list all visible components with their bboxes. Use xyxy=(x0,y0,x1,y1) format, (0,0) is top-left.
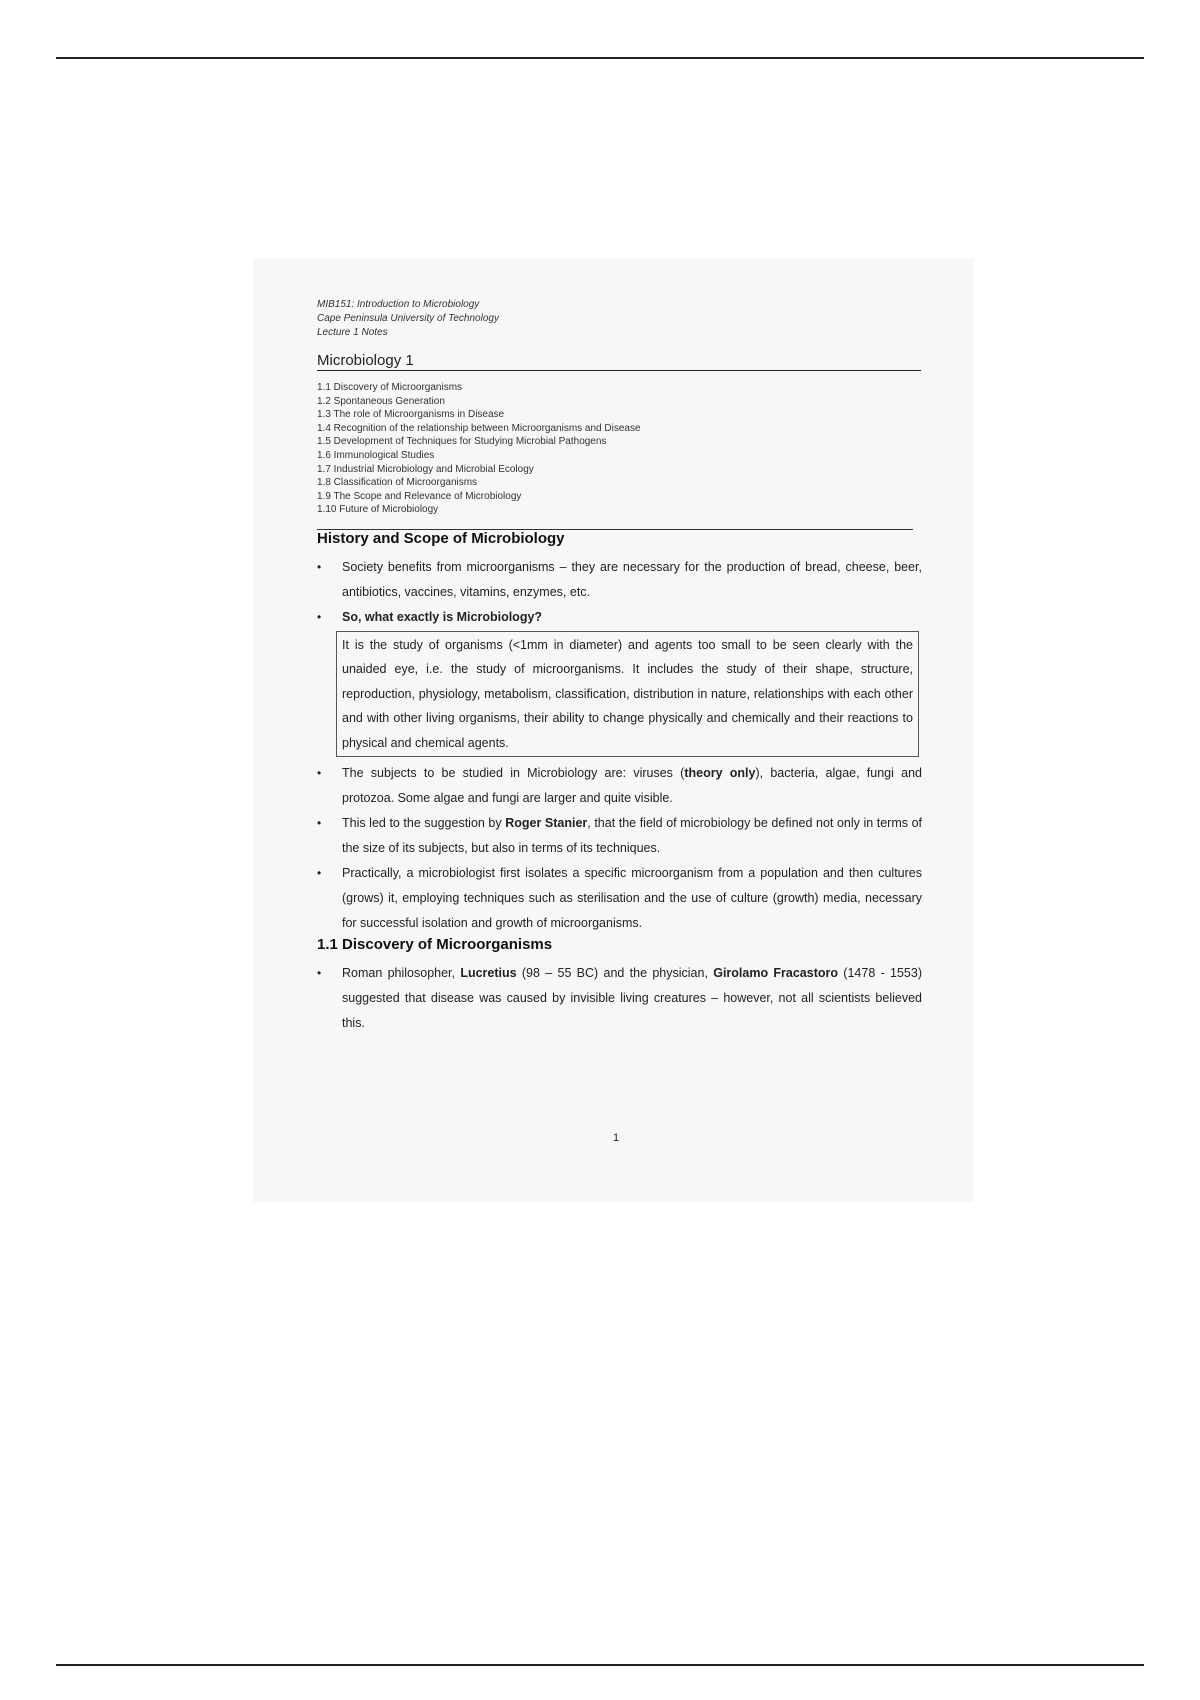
section-heading-history: History and Scope of Microbiology xyxy=(317,529,565,547)
toc-item: 1.10 Future of Microbiology xyxy=(317,504,439,516)
bold-text-run: Girolamo Fracastoro xyxy=(713,966,838,981)
bullet-glyph: • xyxy=(317,866,322,881)
text-run: , that the field of microbiology be defined not only in terms of the size of its subjects, but also in terms of its techniques. xyxy=(342,816,922,856)
bold-text-run: theory only xyxy=(684,766,756,781)
text-run: (1478 - 1553) suggested that disease was caused by invisible living creatures – however, not all scientists believed this. xyxy=(342,966,922,1031)
bullet-text: Practically, a microbiologist first isolates a specific microorganism from a population and then cultures (grows) it, employing techniques such as sterilisation and the use of culture (growth) media, necessary for successful isolation and growth of microorganisms. xyxy=(342,866,922,931)
toc-item: 1.3 The role of Microorganisms in Disease xyxy=(317,409,505,421)
bold-text-run: Lucretius xyxy=(460,966,517,981)
toc-item: 1.7 Industrial Microbiology and Microbial Ecology xyxy=(317,463,534,475)
bullet-glyph: • xyxy=(317,559,322,574)
text-run: (98 – 55 BC) and the physician, xyxy=(516,966,714,981)
page-number-area xyxy=(253,0,979,1200)
institution-line: Cape Peninsula University of Technology xyxy=(317,313,499,324)
text-run: Roman philosopher, xyxy=(342,966,461,981)
page-number: 1 xyxy=(612,1132,620,1144)
toc-item: 1.6 Immunological Studies xyxy=(317,449,435,461)
toc-item: 1.4 Recognition of the relationship between Microorganisms and Disease xyxy=(317,422,641,434)
course-line: MIB151: Introduction to Microbiology xyxy=(317,299,480,310)
bullet-glyph: • xyxy=(317,609,322,624)
section-heading-discovery: 1.1 Discovery of Microorganisms xyxy=(317,936,553,954)
document-title: Microbiology 1 xyxy=(317,352,921,371)
text-run: This led to the suggestion by xyxy=(342,816,506,831)
bullet-glyph: • xyxy=(317,816,322,831)
bullet-text: So, what exactly is Microbiology? xyxy=(342,609,543,624)
notes-line: Lecture 1 Notes xyxy=(317,327,388,338)
text-run: ), bacteria, algae, fungi and protozoa. Some algae and fungi are larger and quite visible. xyxy=(342,766,922,806)
bullet-text: Society benefits from microorganisms – they are necessary for the production of bread, cheese, beer, antibiotics, vaccines, vitamins, enzymes, etc. xyxy=(342,559,922,599)
bullet-glyph: • xyxy=(317,966,322,981)
toc-item: 1.1 Discovery of Microorganisms xyxy=(317,382,463,393)
toc-item: 1.9 The Scope and Relevance of Microbiology xyxy=(317,490,522,502)
text-run: The subjects to be studied in Microbiology are: viruses ( xyxy=(342,766,685,781)
toc-item: 1.5 Development of Techniques for Studying Microbial Pathogens xyxy=(317,436,607,448)
toc-item: 1.8 Classification of Microorganisms xyxy=(317,477,478,489)
bold-text-run: Roger Stanier xyxy=(505,816,588,831)
bottom-rule xyxy=(56,1664,1144,1666)
toc-item: 1.2 Spontaneous Generation xyxy=(317,395,445,407)
bullet-glyph: • xyxy=(317,766,322,781)
definition-box: It is the study of organisms (<1mm in diameter) and agents too small to be seen clearly with the unaided eye, i.e. the study of microorganisms. It includes the study of their shape, structure, reproduction, physiology, metabolism, classification, distribution in nature, relationships with each other and with other living organisms, their ability to change physically and chemically and their reactions to physical and chemical agents. xyxy=(336,631,919,758)
